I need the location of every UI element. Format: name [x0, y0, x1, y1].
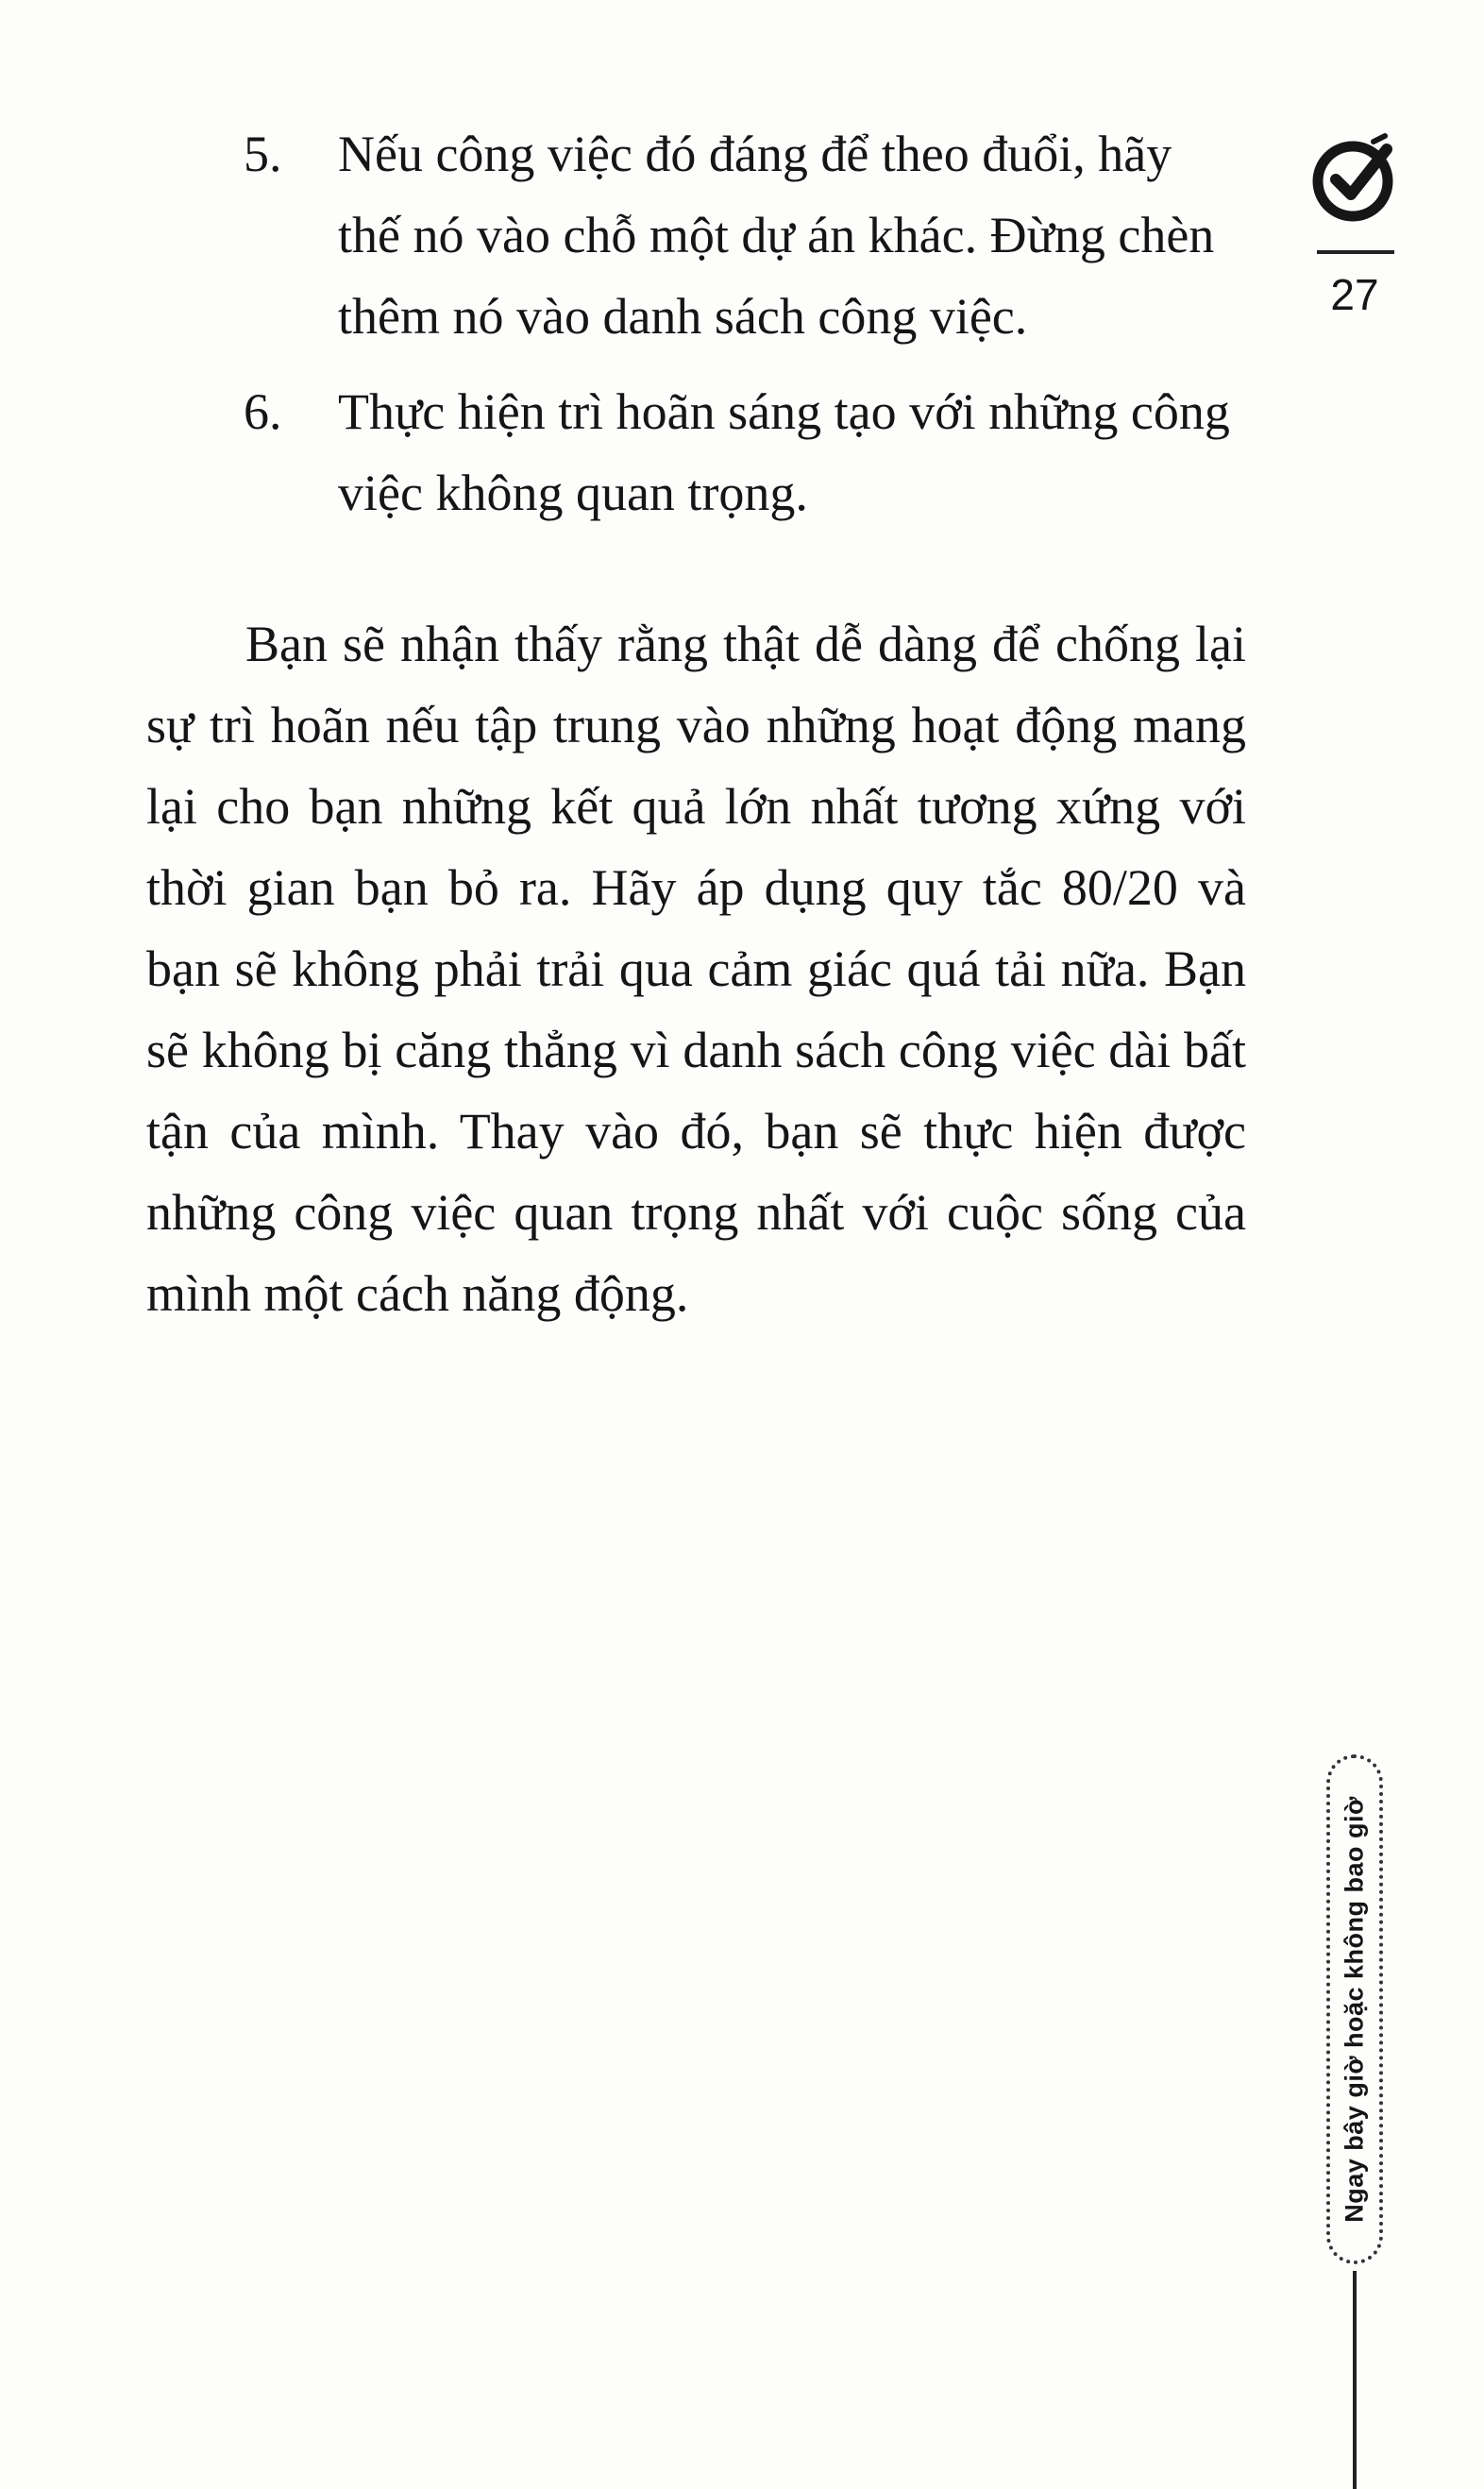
running-title-box [1326, 1754, 1383, 2264]
running-title-rule [1353, 2271, 1357, 2489]
list-item-number: 5. [244, 126, 282, 182]
body-paragraph: Bạn sẽ nhận thấy rằng thật dễ dàng để chống lại sự trì hoãn nếu tập trung vào những hoạt động mang lại cho bạn những kết quả lớn nhất tương xứng với thời gian bạn bỏ ra. Hãy áp dụng quy tắc 80/20 và bạn sẽ không phải trải qua cảm giác quá tải nữa. Bạn sẽ không bị căng thẳng vì danh sách công việc dài bất tận của mình. Thay vào đó, bạn sẽ thực hiện được những công việc quan trọng nhất với cuộc sống của mình một cách năng động. [146, 616, 1246, 1322]
list-item-number: 6. [244, 383, 282, 440]
numbered-list [0, 113, 1322, 548]
clock-check-icon [1307, 132, 1402, 227]
folio-divider [1317, 250, 1394, 254]
page-number: 27 [1330, 270, 1379, 319]
running-title: Ngay bây giờ hoặc không bao giờ [1340, 1796, 1369, 2223]
list-item-text: Thực hiện trì hoãn sáng tạo với những công việc không quan trọng. [338, 383, 1230, 521]
list-item [0, 113, 1322, 357]
list-item [0, 371, 1322, 533]
list-item-text: Nếu công việc đó đáng để theo đuổi, hãy thế nó vào chỗ một dự án khác. Đừng chèn thêm nó vào danh sách công việc. [338, 126, 1215, 345]
